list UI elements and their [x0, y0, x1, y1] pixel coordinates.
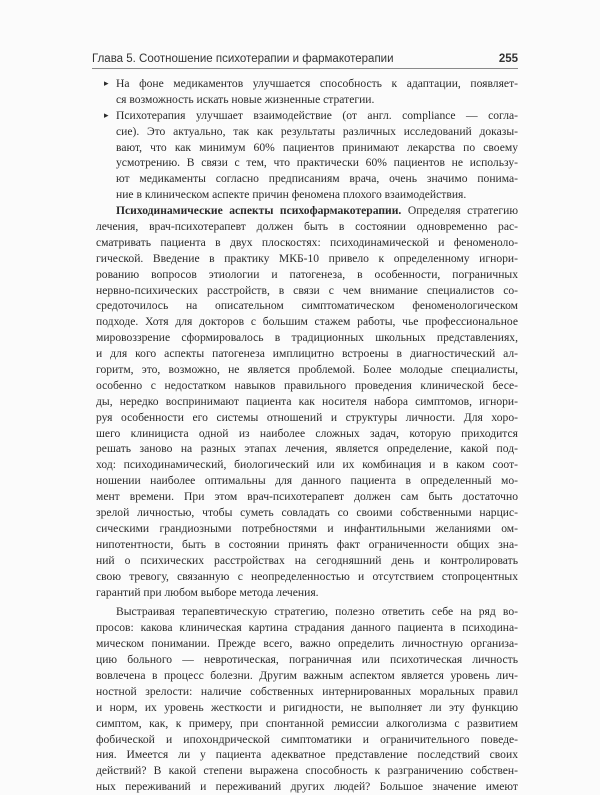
paragraph-psychodynamic: [96, 203, 518, 600]
text-line: рованию вопросов этиологии и патогенеза, в особенности, пограничных: [96, 267, 518, 281]
text-line: симптом, как, к примеру, при спонтанной ремиссии алкоголизма с развитием: [96, 716, 518, 730]
text-line: средоточилось на описательном симптоматическом феноменологическом: [96, 299, 518, 313]
bullet-arrow-icon: ▸: [104, 78, 109, 88]
bullet-arrow-icon: ▸: [104, 109, 109, 120]
text-line: сматривать пациента в двух плоскостях: психодинамической и феноменоло-: [96, 235, 518, 249]
text-line: вовлечена в процесс болезни. Другим важным аспектом является уровень лич-: [96, 668, 518, 682]
text-line: вают, что как минимум 60% пациентов принимают лекарства по своему: [116, 140, 518, 154]
text-line: цию больного — невротическая, пограничная или психотическая личность: [96, 653, 518, 667]
page-body: [96, 76, 518, 795]
text-line: ние в клиническом аспекте причин феномена плохого взаимодействия.: [116, 188, 467, 202]
text-line: просов: какова клиническая картина страдания данного пациента в психодина-: [96, 621, 518, 635]
text-line: горитм, это, возможно, не является проблемой. Более молодые специалисты,: [96, 363, 518, 377]
text-line: ют медикаменты согласно предписаниям врача, очень значимо понима-: [116, 172, 518, 186]
text-line: ход: психодинамический, биологический или их комбинация и в каком соот-: [96, 458, 518, 472]
text-line: решать заново на разных этапах лечения, является определение, какой под-: [96, 442, 518, 456]
text-line: мическом понимании. Прежде всего, важно определить личностную организа-: [96, 637, 518, 651]
chapter-title: Глава 5. Соотношение психотерапии и фармакотерапии: [92, 53, 394, 65]
text-line: сическими грандиозными потребностями и инфантильными желаниями ом-: [96, 521, 518, 535]
bullet-item: [96, 76, 518, 108]
text-line: руя особенности его системы отношений и структуры личности. Для хоро-: [96, 410, 518, 424]
text-line: ся возможность искать новые жизненные стратегии.: [116, 92, 375, 106]
text-line: нипотентности, быть в состоянии принять факт ограниченности общих зна-: [96, 537, 518, 551]
text-line: ▸ Психотерапия улучшает взаимодействие (от англ. compliance — согла-: [104, 108, 518, 122]
text-line: сие). Это актуально, так как результаты различных исследований доказы-: [116, 124, 518, 138]
text-line: подходе. Хотя для докторов с большим стажем работы, чье профессиональное: [96, 315, 518, 329]
text-line: ▸ На фоне медикаментов улучшается способность к адаптации, появляет-: [104, 77, 518, 90]
text-line: и для кого аспекты патогенеза имплицитно встроены в диагностический ал-: [96, 347, 518, 361]
text-line: Психодинамические аспекты психофармакотерапии. Определяя стратегию: [116, 204, 518, 218]
text-line: ностной зрелости: наличие собственных интернированных моральных правил: [96, 684, 518, 698]
text-line: мировоззрение сформировалось в традиционных школьных представлениях,: [96, 331, 518, 345]
header-rule: [92, 68, 518, 69]
text-line: шего клинициста одной из наиболее сложных задач, которую приходится: [96, 426, 518, 440]
text-line: ношении наиболее оптимальны для данного пациента в определенный мо-: [96, 474, 518, 488]
text-line: гарантий при любом выборе метода лечения.: [96, 585, 319, 599]
running-header: [92, 53, 518, 65]
text-line: свою тревогу, связанную с неопределенностью и отсутствием стопроцентных: [96, 569, 518, 583]
text-line: мент времени. При этом врач-психотерапевт должен сам быть достаточно: [96, 490, 518, 504]
paragraph-heading: Психодинамические аспекты психофармакотерапии.: [116, 204, 402, 218]
text-line: Выстраивая терапевтическую стратегию, полезно ответить себе на ряд во-: [116, 605, 518, 619]
text-line: особенно с недостатком навыков правильного проведения клинической бесе-: [96, 378, 518, 392]
page-number: 255: [498, 53, 518, 65]
text-line: ния. Имеется ли у пациента адекватное представление последствий своих: [96, 748, 518, 762]
text-line: зрелой личностью, чтобы суметь совладать со своими собственными нарцис-: [96, 506, 518, 520]
text-line: ных переживаний и переживаний других людей? Большое значение имеют: [96, 780, 518, 794]
text-line: ды, нередко воспринимают пациента как носителя набора симптомов, игнори-: [96, 394, 518, 408]
text-line: нервно-психических расстройств, в связи с чем внимание специалистов со-: [96, 283, 518, 297]
bullet-item: [96, 108, 518, 203]
text-line: гической. Введение в практику МКБ-10 привело к определенному игнори-: [96, 251, 518, 265]
paragraph-strategy: [96, 604, 518, 795]
text-line: усмотрению. В связи с тем, что практически 60% пациентов не использу-: [116, 156, 518, 170]
text-line: лечения, врач-психотерапевт должен быть в состоянии одновременно рас-: [96, 220, 518, 234]
text-line: действий? В какой степени выражена способность к разграничению собствен-: [96, 764, 518, 778]
text-line: и норм, их уровень жесткости и ригидности, не выполняет ли эту функцию: [96, 700, 518, 714]
text-line: фобической и ипохондрической симптоматики и ограничительного поведе-: [96, 732, 518, 746]
text-line: ний о психических расстройствах на сегодняшний день и контролировать: [96, 553, 518, 567]
